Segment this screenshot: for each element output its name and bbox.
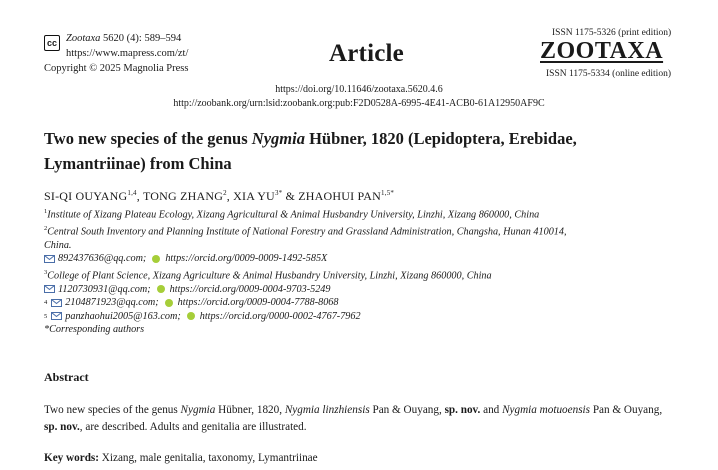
contact-number: 5 bbox=[44, 312, 48, 320]
mail-icon bbox=[51, 312, 62, 320]
affiliation-3: $^3$College of Plant Science, Xizang Agriculture & Animal Husbandry University, Linzhi, Xizang 860000, China bbox=[44, 268, 492, 282]
author-affil: 2 bbox=[223, 189, 227, 197]
journal-citation bbox=[66, 32, 181, 45]
keywords-line bbox=[44, 452, 318, 464]
email-link[interactable]: panzhaohui2005@163.com; bbox=[65, 310, 181, 322]
title-line2: Lymantriinae) from China bbox=[44, 154, 232, 173]
issn-print: ISSN 1175-5326 (print edition) bbox=[552, 28, 672, 38]
affiliations bbox=[44, 205, 684, 337]
title-part1: Two new species of the genus bbox=[44, 129, 252, 148]
affiliation-2: $^2$Central South Inventory and Planning Institute of National Forestry and Grassland Administration, Changsha, Hunan 410014, bbox=[44, 224, 567, 238]
contact-number: 4 bbox=[44, 299, 48, 307]
author-separator: , bbox=[136, 189, 143, 203]
keywords-text: Xizang, male genitalia, taxonomy, Lymantriinae bbox=[99, 452, 318, 464]
email-link[interactable]: 892437636@qq.com; bbox=[58, 253, 147, 265]
copyright-line: Copyright © 2025 Magnolia Press bbox=[44, 63, 189, 74]
issn-online: ISSN 1175-5334 (online edition) bbox=[546, 69, 671, 79]
email-link[interactable]: 1120730931@qq.com; bbox=[58, 283, 151, 295]
mail-icon bbox=[51, 299, 62, 307]
contact-4 bbox=[44, 296, 684, 310]
orcid-link[interactable]: https://orcid.org/0009-0004-9703-5249 bbox=[169, 283, 331, 295]
orcid-link[interactable]: https://orcid.org/0000-0002-4767-7962 bbox=[199, 310, 361, 322]
author-affil: 1,4 bbox=[127, 189, 137, 197]
contact-2 bbox=[44, 252, 684, 266]
author-separator: , bbox=[226, 189, 234, 203]
journal-url[interactable]: https://www.mapress.com/zt/ bbox=[66, 48, 189, 59]
article-title bbox=[44, 126, 577, 176]
orcid-icon bbox=[152, 255, 160, 263]
abstract-body: Two new species of the genus Nygmia Hübner, 1820, Nygmia linzhiensis Pan & Ouyang, sp. nov. and Nygmia motuoensis Pan & Ouyang, sp. nov., are described. Adults and genitalia are illustrated. bbox=[44, 404, 663, 433]
author-separator: & bbox=[282, 189, 299, 203]
author-list bbox=[44, 189, 394, 204]
volume-pages: 5620 (4): 589–594 bbox=[103, 33, 182, 44]
orcid-link[interactable]: https://orcid.org/0009-0009-1492-585X bbox=[165, 253, 328, 265]
author-affil: 3* bbox=[274, 189, 283, 197]
contact-3 bbox=[44, 283, 684, 297]
mail-icon bbox=[44, 285, 55, 293]
orcid-link[interactable]: https://orcid.org/0009-0004-7788-8068 bbox=[177, 297, 339, 309]
author-affil: 1,5* bbox=[381, 189, 395, 197]
affiliation-2-cont: China. bbox=[44, 239, 72, 251]
affiliation-1: $^1$Institute of Xizang Plateau Ecology, Xizang Agricultural & Animal Husbandry University, Linzhi, Xizang 860000, China bbox=[44, 208, 540, 221]
email-link[interactable]: 2104871923@qq.com; bbox=[65, 297, 159, 309]
keywords-label: Key words: bbox=[44, 452, 99, 464]
author-name: ZHAOHUI PAN bbox=[298, 189, 382, 203]
author-name: XIA YU bbox=[233, 189, 275, 203]
mail-icon bbox=[44, 255, 55, 263]
article-type-heading: Article bbox=[329, 40, 404, 67]
orcid-icon bbox=[165, 299, 173, 307]
corresponding-authors-note: *Corresponding authors bbox=[44, 324, 145, 336]
cc-license-glyph: cc bbox=[46, 37, 57, 48]
journal-name: Zootaxa bbox=[66, 33, 101, 44]
title-genus: Nygmia bbox=[251, 129, 305, 148]
doi-link[interactable]: https://doi.org/10.11646/zootaxa.5620.4.6 bbox=[275, 84, 443, 95]
title-part2: Hübner, 1820 (Lepidoptera, Erebidae, bbox=[304, 129, 577, 148]
author-name: TONG ZHANG bbox=[142, 189, 224, 203]
abstract-heading: Abstract bbox=[44, 370, 89, 384]
orcid-icon bbox=[157, 285, 165, 293]
zoobank-link[interactable]: http://zoobank.org/urn:lsid:zoobank.org:pub:F2D0528A-6995-4E41-ACB0-61A12950AF9C bbox=[173, 98, 545, 109]
zootaxa-logo: ZOOTAXA bbox=[540, 38, 664, 64]
contact-5 bbox=[44, 310, 684, 324]
orcid-icon bbox=[187, 312, 195, 320]
cc-license-icon bbox=[44, 35, 60, 51]
author-name: SI-QI OUYANG bbox=[44, 189, 128, 203]
